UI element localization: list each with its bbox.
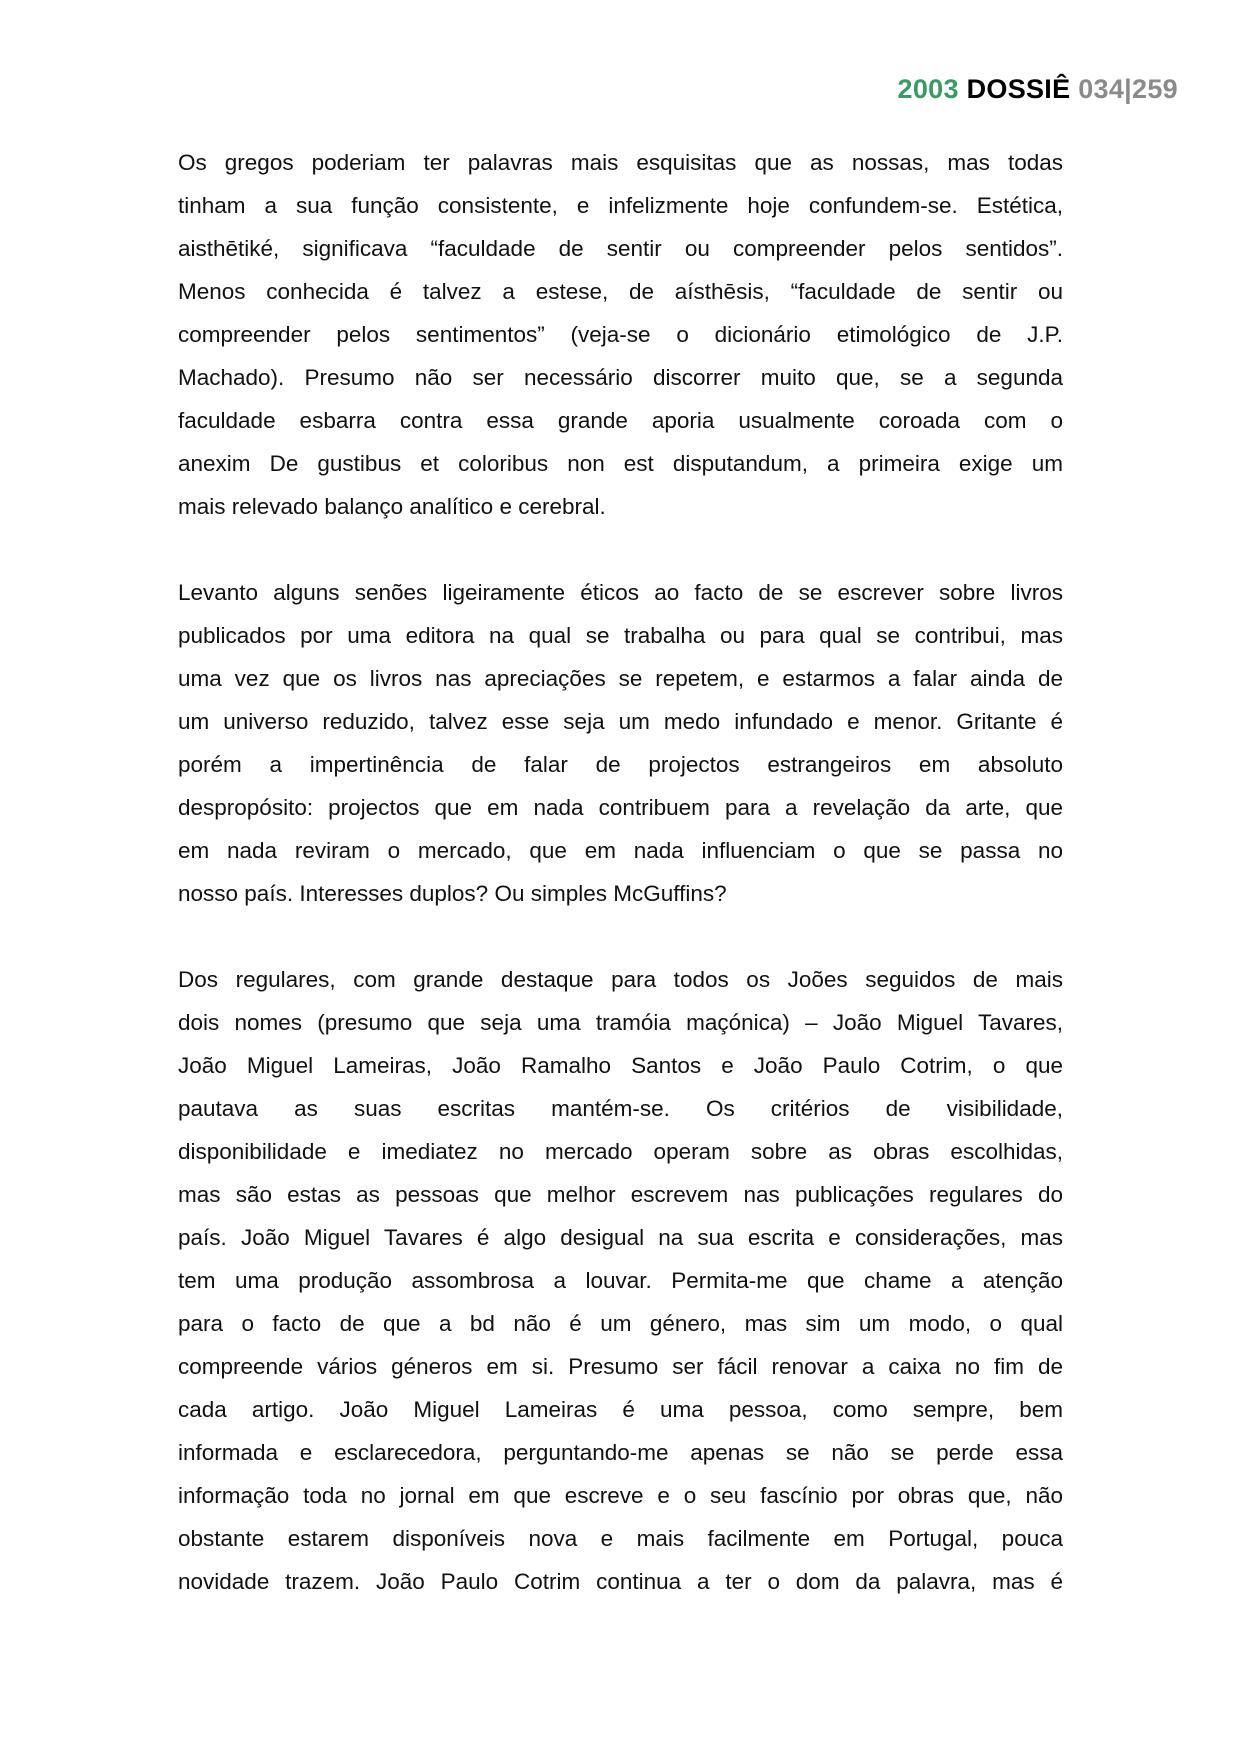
text-line: uma vez que os livros nas apreciações se repetem, e estarmos a falar ainda de bbox=[178, 666, 1063, 691]
text-line: nosso país. Interesses duplos? Ou simples McGuffins? bbox=[178, 881, 727, 906]
text-line: novidade trazem. João Paulo Cotrim continua a ter o dom da palavra, mas é bbox=[178, 1569, 1063, 1594]
text-line: publicados por uma editora na qual se trabalha ou para qual se contribui, mas bbox=[178, 623, 1063, 648]
text-line: país. João Miguel Tavares é algo desigual na sua escrita e considerações, mas bbox=[178, 1225, 1063, 1250]
text-line: Os gregos poderiam ter palavras mais esquisitas que as nossas, mas todas bbox=[178, 150, 1063, 175]
text-line: anexim De gustibus et coloribus non est disputandum, a primeira exige um bbox=[178, 451, 1063, 476]
text-line: dois nomes (presumo que seja uma tramóia maçónica) – João Miguel Tavares, bbox=[178, 1010, 1063, 1035]
page-header bbox=[898, 74, 1178, 105]
text-line: despropósito: projectos que em nada contribuem para a revelação da arte, que bbox=[178, 795, 1063, 820]
text-line: obstante estarem disponíveis nova e mais facilmente em Portugal, pouca bbox=[178, 1526, 1063, 1551]
text-line: Levanto alguns senões ligeiramente éticos ao facto de se escrever sobre livros bbox=[178, 580, 1063, 605]
text-line: Machado). Presumo não ser necessário discorrer muito que, se a segunda bbox=[178, 365, 1063, 390]
paragraph bbox=[178, 571, 1063, 915]
text-line: mais relevado balanço analítico e cerebral. bbox=[178, 494, 606, 519]
text-line: informada e esclarecedora, perguntando-me apenas se não se perde essa bbox=[178, 1440, 1063, 1465]
text-line: em nada reviram o mercado, que em nada influenciam o que se passa no bbox=[178, 838, 1063, 863]
text-line: mas são estas as pessoas que melhor escrevem nas publicações regulares do bbox=[178, 1182, 1063, 1207]
text-line: compreende vários géneros em si. Presumo ser fácil renovar a caixa no fim de bbox=[178, 1354, 1063, 1379]
header-year: 2003 bbox=[897, 74, 959, 104]
paragraph bbox=[178, 141, 1063, 528]
text-line: tinham a sua função consistente, e infelizmente hoje confundem-se. Estética, bbox=[178, 193, 1063, 218]
text-line: porém a impertinência de falar de projectos estrangeiros em absoluto bbox=[178, 752, 1063, 777]
text-line: para o facto de que a bd não é um género, mas sim um modo, o qual bbox=[178, 1311, 1063, 1336]
text-line: João Miguel Lameiras, João Ramalho Santos e João Paulo Cotrim, o que bbox=[178, 1053, 1063, 1078]
text-line: Dos regulares, com grande destaque para todos os Joões seguidos de mais bbox=[178, 967, 1063, 992]
text-line: um universo reduzido, talvez esse seja um medo infundado e menor. Gritante é bbox=[178, 709, 1063, 734]
header-page-number: 034|259 bbox=[1078, 74, 1178, 104]
text-line: pautava as suas escritas mantém-se. Os critérios de visibilidade, bbox=[178, 1096, 1063, 1121]
header-title: DOSSIÊ bbox=[966, 74, 1071, 104]
article-body bbox=[178, 141, 1063, 1646]
text-line: compreender pelos sentimentos” (veja-se o dicionário etimológico de J.P. bbox=[178, 322, 1063, 347]
text-line: informação toda no jornal em que escreve e o seu fascínio por obras que, não bbox=[178, 1483, 1063, 1508]
text-line: aisthētiké, significava “faculdade de sentir ou compreender pelos sentidos”. bbox=[178, 236, 1063, 261]
paragraph bbox=[178, 958, 1063, 1603]
text-line: disponibilidade e imediatez no mercado operam sobre as obras escolhidas, bbox=[178, 1139, 1063, 1164]
text-line: cada artigo. João Miguel Lameiras é uma pessoa, como sempre, bem bbox=[178, 1397, 1063, 1422]
text-line: faculdade esbarra contra essa grande aporia usualmente coroada com o bbox=[178, 408, 1063, 433]
text-line: Menos conhecida é talvez a estese, de aísthēsis, “faculdade de sentir ou bbox=[178, 279, 1063, 304]
text-line: tem uma produção assombrosa a louvar. Permita-me que chame a atenção bbox=[178, 1268, 1063, 1293]
